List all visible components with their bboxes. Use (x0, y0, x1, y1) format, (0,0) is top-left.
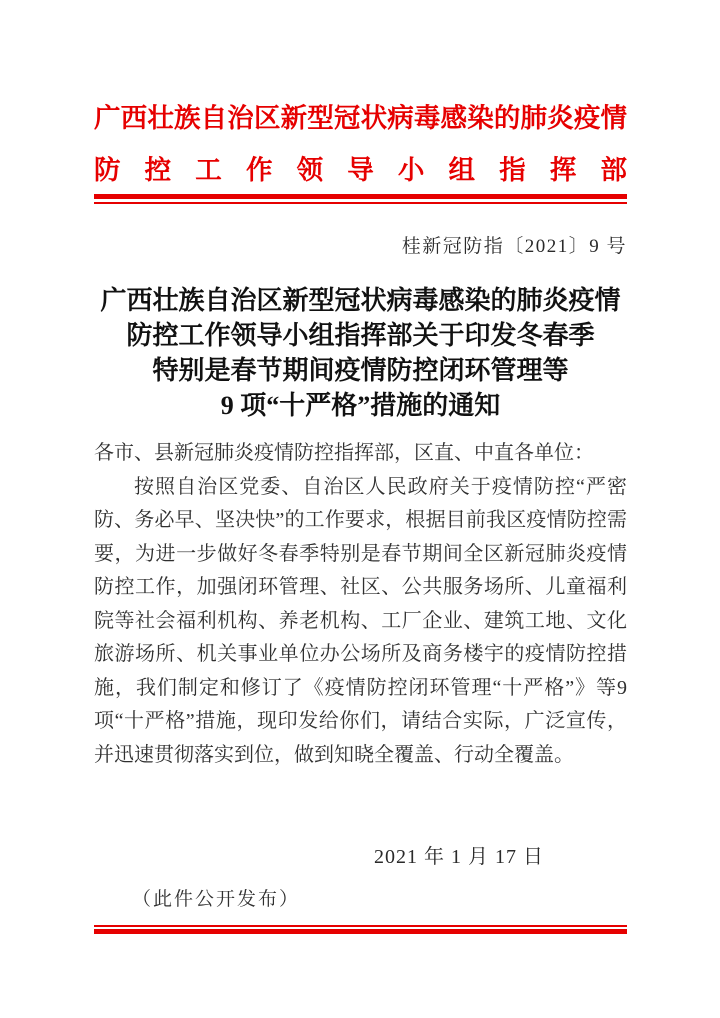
salutation: 各市、县新冠肺炎疫情防控指挥部，区直、中直各单位： (94, 442, 594, 464)
doc-title-line-3: 特别是春节期间疫情防控闭环管理等 (152, 356, 569, 385)
doc-title-line-4: 9 项“十严格”措施的通知 (220, 391, 501, 420)
footer-rule-thin (94, 925, 627, 927)
letterhead-line-2: 防控工作领导小组指挥部 (94, 155, 627, 185)
letterhead (94, 92, 627, 196)
doc-body (94, 437, 627, 772)
doc-number: 桂新冠防指〔2021〕9 号 (401, 236, 627, 257)
body-paragraph: 按照自治区党委、自治区人民政府关于疫情防控“严密防、务必早、坚决快”的工作要求，根据目前我区疫情防控需要，为进一步做好冬春季特别是春节期间全区新冠肺炎疫情防控工作，加强闭环管理、社区、公共服务场所、儿童福利院等社会福利机构、养老机构、工厂企业、建筑工地、文化旅游场所、机关事业单位办公场所及商务楼宇的疫情防控措施，我们制定和修订了《疫情防控闭环管理“十严格”》等9项“十严格”措施，现印发给你们，请结合实际，广泛宣传，并迅速贯彻落实到位，做到知晓全覆盖、行动全覆盖。 (94, 475, 627, 766)
doc-date: 2021 年 1 月 17 日 (374, 846, 544, 868)
doc-title-line-1: 广西壮族自治区新型冠状病毒感染的肺炎疫情 (100, 286, 621, 315)
footer-rule-thick (94, 929, 627, 934)
header-rule-thin (94, 202, 627, 204)
header-rule-thick (94, 194, 627, 199)
doc-footnote: （此件公开发布） (132, 889, 301, 910)
doc-title (94, 283, 627, 423)
doc-title-line-2: 防控工作领导小组指挥部关于印发冬春季 (126, 321, 595, 350)
letterhead-line-1: 广西壮族自治区新型冠状病毒感染的肺炎疫情 (94, 103, 627, 133)
